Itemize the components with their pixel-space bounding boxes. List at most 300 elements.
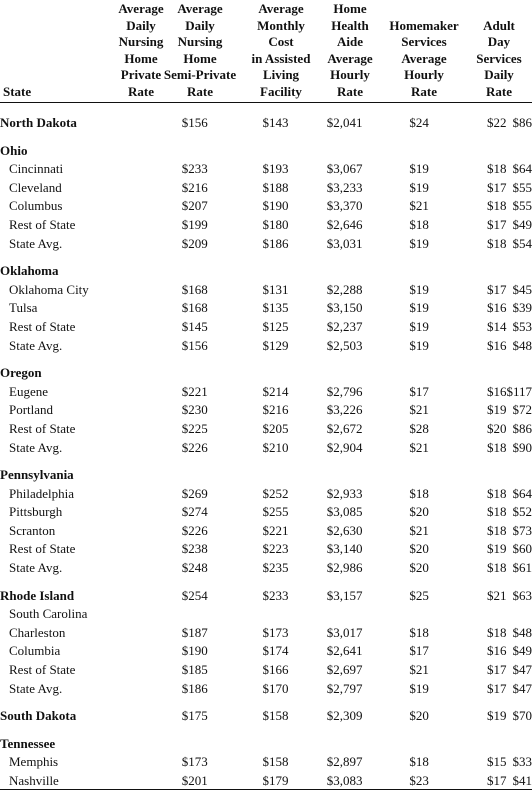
nursing-semi-header	[158, 1, 242, 100]
row-label: Nashville	[9, 773, 59, 788]
value-cell: $14	[486, 318, 507, 334]
value-cell: $16	[486, 300, 507, 316]
value-cell	[208, 466, 289, 485]
spacer-cell	[0, 457, 506, 466]
value-cell: $63	[512, 587, 532, 603]
value-cell: $18	[486, 439, 507, 455]
value-cell: $173	[262, 624, 289, 640]
value-cell: $210	[262, 439, 289, 455]
value-cell: $18	[486, 522, 507, 538]
header-line: Rate	[128, 83, 154, 99]
row-label: Oklahoma	[0, 263, 59, 279]
table-row	[0, 540, 532, 559]
value-cell: $3,150	[326, 300, 363, 316]
value-cell: $53	[512, 318, 532, 334]
value-cell: $3,226	[326, 402, 363, 418]
value-cell: $21	[409, 439, 429, 455]
value-cell: $25	[409, 587, 429, 603]
table-row	[0, 114, 532, 133]
header-line: Nursing	[177, 34, 223, 49]
value-cell: $72	[512, 402, 532, 418]
table-row	[0, 503, 532, 522]
value-cell: $64	[512, 161, 532, 177]
header-line: Homemaker	[389, 17, 459, 33]
value-cell: $73	[512, 522, 532, 538]
value-cell: $3,085	[326, 504, 363, 520]
value-cell	[363, 466, 429, 485]
value-cell: $21	[409, 198, 429, 214]
header-line: Average	[118, 1, 164, 16]
header-line: Home	[183, 50, 217, 66]
value-cell	[363, 735, 429, 754]
value-cell: $209	[181, 235, 208, 251]
header-line: Living	[262, 67, 300, 82]
state-group-row	[0, 262, 532, 281]
value-cell: $248	[181, 560, 208, 576]
row-label: Charleston	[9, 624, 66, 640]
row-label: Tulsa	[9, 300, 38, 316]
value-cell: $17	[409, 643, 429, 659]
table-row	[0, 318, 532, 337]
value-cell: $19	[409, 300, 429, 316]
value-cell: $207	[181, 198, 208, 214]
state-column-header	[3, 84, 31, 101]
value-cell	[138, 735, 208, 754]
value-cell: $186	[181, 680, 208, 696]
table-row	[0, 439, 532, 458]
value-cell: $174	[262, 643, 289, 659]
value-cell: $2,041	[326, 115, 363, 130]
value-cell: $54	[512, 235, 532, 251]
value-cell: $117	[506, 383, 532, 399]
value-cell: $61	[512, 560, 532, 576]
header-line: Home	[124, 50, 158, 66]
table-row	[0, 337, 532, 356]
value-cell: $2,697	[326, 662, 363, 678]
value-cell: $18	[486, 560, 507, 576]
header-line: Hourly	[404, 67, 444, 82]
table-row	[0, 587, 532, 606]
value-cell: $19	[409, 281, 429, 297]
value-cell: $199	[181, 216, 208, 232]
table-row	[0, 401, 532, 420]
row-label: Pennsylvania	[0, 467, 74, 483]
value-cell	[138, 605, 208, 624]
value-cell: $20	[486, 420, 507, 436]
value-cell: $175	[181, 708, 208, 724]
value-cell: $235	[262, 560, 289, 576]
value-cell: $2,288	[326, 281, 363, 297]
spacer-row	[0, 253, 532, 262]
state-group-row	[0, 364, 532, 383]
row-label: State Avg.	[9, 439, 63, 455]
value-cell: $55	[512, 198, 532, 214]
table-row	[0, 160, 532, 179]
value-cell: $230	[181, 402, 208, 418]
row-label: Oklahoma City	[9, 281, 89, 297]
table-row	[0, 680, 532, 699]
header-line: Cost	[268, 34, 294, 49]
row-label: North Dakota	[0, 115, 77, 130]
value-cell: $180	[262, 216, 289, 232]
spacer-row	[0, 698, 532, 707]
value-cell: $2,797	[326, 680, 363, 696]
value-cell: $20	[409, 560, 429, 576]
value-cell: $2,933	[326, 485, 363, 501]
value-cell: $20	[409, 708, 429, 724]
value-cell	[506, 262, 532, 281]
data-table	[0, 114, 532, 791]
value-cell: $24	[409, 115, 429, 130]
value-cell: $22	[486, 115, 507, 130]
value-cell: $2,986	[326, 560, 363, 576]
value-cell: $186	[262, 235, 289, 251]
value-cell: $223	[262, 541, 289, 557]
value-cell: $20	[409, 541, 429, 557]
value-cell	[429, 605, 507, 624]
table-row	[0, 753, 532, 772]
header-line: Services	[476, 50, 522, 66]
value-cell	[506, 735, 532, 754]
value-cell: $52	[512, 504, 532, 520]
header-line: Hourly	[330, 67, 370, 82]
value-cell: $17	[486, 281, 507, 297]
row-label: South Carolina	[9, 606, 88, 622]
table-row	[0, 605, 532, 624]
value-cell: $3,140	[326, 541, 363, 557]
value-cell: $3,031	[326, 235, 363, 251]
value-cell: $166	[262, 662, 289, 678]
value-cell: $39	[512, 300, 532, 316]
table-row	[0, 235, 532, 254]
value-cell: $254	[181, 587, 208, 603]
table-header	[0, 0, 532, 104]
header-line: Facility	[260, 83, 302, 99]
row-label: Columbia	[9, 643, 61, 659]
header-line: Rate	[411, 83, 437, 99]
value-cell	[138, 364, 208, 383]
value-cell: $18	[486, 624, 507, 640]
value-cell: $3,233	[326, 179, 363, 195]
value-cell: $17	[486, 773, 507, 788]
value-cell: $233	[262, 587, 289, 603]
value-cell: $47	[512, 680, 532, 696]
value-cell: $3,370	[326, 198, 363, 214]
header-line: Daily	[484, 67, 514, 82]
value-cell: $185	[181, 662, 208, 678]
value-cell	[429, 466, 507, 485]
value-cell: $2,630	[326, 522, 363, 538]
value-cell	[208, 142, 289, 161]
value-cell: $216	[181, 179, 208, 195]
value-cell: $2,309	[326, 708, 363, 724]
row-label: Rhode Island	[0, 587, 75, 603]
row-label: State Avg.	[9, 235, 63, 251]
value-cell	[138, 466, 208, 485]
row-label: Eugene	[9, 383, 48, 399]
value-cell: $16	[486, 383, 507, 399]
spacer-row	[0, 133, 532, 142]
value-cell: $48	[512, 624, 532, 640]
row-label: Rest of State	[9, 420, 76, 436]
value-cell: $20	[409, 504, 429, 520]
header-line: Aide	[337, 34, 363, 49]
value-cell: $190	[262, 198, 289, 214]
value-cell: $48	[512, 337, 532, 353]
value-cell: $19	[409, 337, 429, 353]
value-cell: $145	[181, 318, 208, 334]
value-cell: $16	[486, 337, 507, 353]
value-cell: $221	[262, 522, 289, 538]
value-cell	[506, 605, 532, 624]
value-cell: $129	[262, 337, 289, 353]
row-label: Rest of State	[9, 541, 76, 557]
value-cell: $18	[409, 485, 429, 501]
value-cell: $214	[262, 383, 289, 399]
value-cell	[289, 364, 363, 383]
value-cell: $18	[486, 504, 507, 520]
table-row	[0, 624, 532, 643]
table-row	[0, 216, 532, 235]
table-body	[0, 114, 532, 791]
value-cell: $205	[262, 420, 289, 436]
header-line: in Assisted	[251, 50, 311, 66]
value-cell	[289, 605, 363, 624]
header-line: Daily	[185, 17, 215, 33]
value-cell: $252	[262, 485, 289, 501]
value-cell: $2,237	[326, 318, 363, 334]
value-cell: $255	[262, 504, 289, 520]
row-label: State Avg.	[9, 337, 63, 353]
header-line: Private	[120, 67, 162, 82]
value-cell: $221	[181, 383, 208, 399]
spacer-cell	[0, 355, 506, 364]
value-cell: $18	[409, 754, 429, 770]
value-cell: $193	[262, 161, 289, 177]
table-row	[0, 383, 532, 402]
value-cell: $19	[486, 402, 507, 418]
table-row	[0, 299, 532, 318]
value-cell: $125	[262, 318, 289, 334]
table-row	[0, 642, 532, 661]
value-cell	[138, 142, 208, 161]
value-cell: $21	[409, 522, 429, 538]
value-cell	[289, 466, 363, 485]
value-cell: $55	[512, 179, 532, 195]
value-cell: $15	[486, 754, 507, 770]
value-cell: $156	[181, 337, 208, 353]
table-row	[0, 179, 532, 198]
header-line: Average	[327, 50, 373, 66]
table-row	[0, 661, 532, 680]
value-cell	[363, 605, 429, 624]
spacer-row	[0, 457, 532, 466]
value-cell: $274	[181, 504, 208, 520]
value-cell: $2,646	[326, 216, 363, 232]
table-row	[0, 485, 532, 504]
value-cell: $49	[512, 643, 532, 659]
adult-day-header	[468, 18, 530, 101]
spacer-cell	[0, 698, 506, 707]
value-cell: $2,672	[326, 420, 363, 436]
value-cell	[506, 142, 532, 161]
row-label: State Avg.	[9, 680, 63, 696]
value-cell: $225	[181, 420, 208, 436]
row-label: Memphis	[9, 754, 59, 770]
value-cell: $3,067	[326, 161, 363, 177]
spacer-cell	[0, 578, 506, 587]
value-cell	[289, 142, 363, 161]
value-cell: $201	[181, 773, 208, 788]
header-line: Average	[401, 50, 447, 66]
value-cell: $17	[486, 680, 507, 696]
value-cell: $2,641	[326, 643, 363, 659]
value-cell: $18	[409, 624, 429, 640]
header-line: Daily	[126, 17, 156, 33]
row-label: Columbus	[9, 198, 63, 214]
row-label: Scranton	[9, 522, 56, 538]
value-cell: $19	[409, 235, 429, 251]
value-cell: $23	[409, 773, 429, 788]
header-line: Services	[401, 34, 447, 49]
value-cell: $19	[409, 161, 429, 177]
value-cell	[138, 262, 208, 281]
table-row	[0, 559, 532, 578]
spacer-cell	[0, 726, 506, 735]
homemaker-header	[386, 18, 462, 101]
value-cell: $18	[486, 485, 507, 501]
row-label: State Avg.	[9, 560, 63, 576]
header-line: Adult	[483, 17, 515, 33]
value-cell: $3,083	[326, 773, 363, 788]
header-line: Rate	[337, 83, 363, 99]
value-cell: $143	[262, 115, 289, 130]
value-cell	[208, 735, 289, 754]
value-cell: $3,157	[326, 587, 363, 603]
value-cell: $60	[512, 541, 532, 557]
value-cell: $64	[512, 485, 532, 501]
value-cell: $2,503	[326, 337, 363, 353]
value-cell: $158	[262, 754, 289, 770]
state-group-row	[0, 142, 532, 161]
value-cell	[506, 364, 532, 383]
table-row	[0, 420, 532, 439]
value-cell: $86	[512, 115, 532, 130]
row-label: Ohio	[0, 142, 28, 158]
value-cell: $33	[512, 754, 532, 770]
header-line: Home	[333, 1, 367, 16]
value-cell	[429, 364, 507, 383]
state-group-row	[0, 735, 532, 754]
row-label: Tennessee	[0, 735, 56, 751]
value-cell: $21	[409, 662, 429, 678]
value-cell	[429, 262, 507, 281]
value-cell	[429, 142, 507, 161]
header-line: Semi-Private	[163, 67, 237, 82]
value-cell	[506, 466, 532, 485]
value-cell: $41	[512, 773, 532, 788]
value-cell: $17	[486, 179, 507, 195]
value-cell: $3,017	[326, 624, 363, 640]
value-cell: $21	[486, 587, 507, 603]
row-label: Cincinnati	[9, 161, 64, 177]
value-cell: $168	[181, 281, 208, 297]
value-cell: $269	[181, 485, 208, 501]
table-row	[0, 197, 532, 216]
row-label: Portland	[9, 402, 54, 418]
value-cell: $17	[486, 216, 507, 232]
value-cell: $19	[486, 541, 507, 557]
row-label: Oregon	[0, 365, 42, 381]
value-cell	[289, 262, 363, 281]
value-cell: $28	[409, 420, 429, 436]
value-cell: $187	[181, 624, 208, 640]
header-line: Rate	[187, 83, 213, 99]
value-cell: $18	[409, 216, 429, 232]
value-cell: $238	[181, 541, 208, 557]
row-label: Rest of State	[9, 216, 76, 232]
value-cell: $226	[181, 439, 208, 455]
state-header-label: State	[3, 83, 32, 99]
value-cell	[208, 605, 289, 624]
value-cell: $188	[262, 179, 289, 195]
header-line: Average	[177, 1, 223, 16]
value-cell: $19	[409, 318, 429, 334]
value-cell: $233	[181, 161, 208, 177]
spacer-row	[0, 726, 532, 735]
value-cell: $16	[486, 643, 507, 659]
table-row	[0, 772, 532, 791]
value-cell: $19	[486, 708, 507, 724]
header-line: Rate	[486, 83, 512, 99]
table-row	[0, 522, 532, 541]
header-rule	[0, 102, 532, 103]
value-cell	[363, 142, 429, 161]
row-label: South Dakota	[0, 708, 77, 724]
header-line: Nursing	[118, 34, 164, 49]
value-cell: $18	[486, 198, 507, 214]
spacer-cell	[0, 133, 506, 142]
row-label: Pittsburgh	[9, 504, 63, 520]
assisted-living-header	[242, 1, 320, 100]
spacer-row	[0, 355, 532, 364]
header-line: Health	[331, 17, 369, 33]
value-cell: $216	[262, 402, 289, 418]
value-cell: $86	[512, 420, 532, 436]
state-group-row	[0, 466, 532, 485]
table-row	[0, 707, 532, 726]
value-cell: $2,904	[326, 439, 363, 455]
table-row	[0, 281, 532, 300]
value-cell: $190	[181, 643, 208, 659]
value-cell: $158	[262, 708, 289, 724]
value-cell: $173	[181, 754, 208, 770]
value-cell: $156	[181, 115, 208, 130]
row-label: Rest of State	[9, 318, 76, 334]
value-cell: $17	[486, 662, 507, 678]
row-label: Cleveland	[9, 179, 62, 195]
value-cell: $19	[409, 680, 429, 696]
value-cell	[289, 735, 363, 754]
value-cell	[363, 262, 429, 281]
row-label: Philadelphia	[9, 485, 74, 501]
value-cell: $226	[181, 522, 208, 538]
value-cell: $45	[512, 281, 532, 297]
value-cell: $131	[262, 281, 289, 297]
value-cell: $18	[486, 161, 507, 177]
value-cell	[208, 364, 289, 383]
value-cell	[429, 735, 507, 754]
